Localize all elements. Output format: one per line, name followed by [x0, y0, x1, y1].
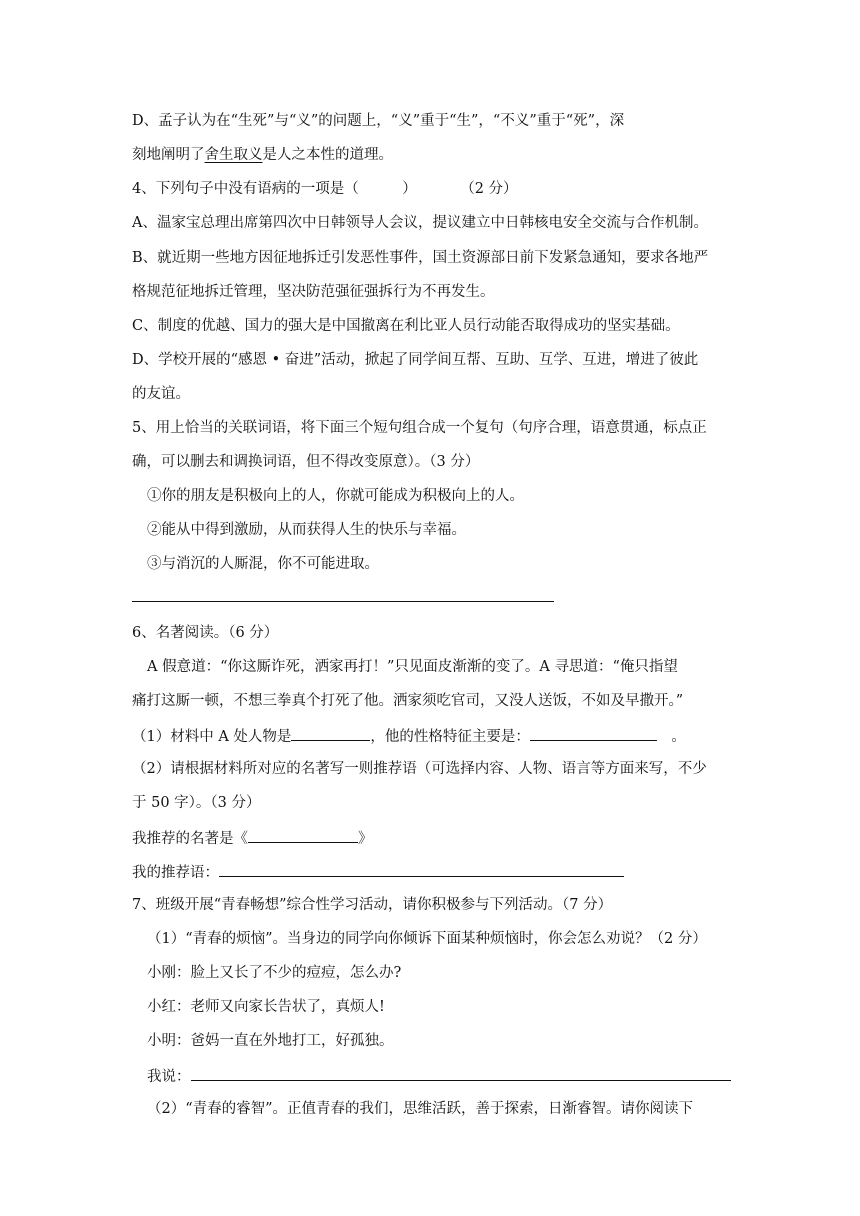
q6-recommend-book: [132, 827, 373, 849]
q6-part-1-text-c: 。: [656, 729, 686, 745]
q6-part-1-text-a: （1）材料中 A 处人物是: [132, 729, 292, 745]
q6-book-blank[interactable]: [248, 827, 358, 843]
q6-recommend-text-a: 我推荐的名著是《: [132, 831, 248, 847]
q6-recommend-text-b: 》: [358, 831, 373, 847]
q6-part-2-line2: 于 50 字）。（3 分）: [132, 795, 261, 811]
q7-part-1: （1）“青春的烦恼”。当身边的同学向你倾诉下面某种烦恼时，你会怎么劝说？（2 分）: [147, 931, 707, 947]
option-d-text-b: 是人之本性的道理。: [262, 147, 393, 163]
question-5-line2: 确，可以删去和调换词语，但不得改变原意）。（3 分）: [132, 454, 480, 470]
question-6: 6、名著阅读。（6 分）: [132, 625, 279, 641]
q5-sentence-1: ①你的朋友是积极向上的人，你就可能成为积极向上的人。: [147, 488, 524, 504]
q4-option-d-line2: 的友谊。: [132, 386, 190, 402]
q7-my-answer-label: 我说：: [147, 1069, 191, 1085]
q6-recommend-blank[interactable]: [219, 861, 624, 877]
q6-recommend-words-label: 我的推荐语：: [132, 865, 219, 881]
question-7: 7、班级开展“青春畅想”综合性学习活动，请你积极参与下列活动。（7 分）: [132, 897, 613, 913]
q6-passage-line1: A 假意道：“你这厮诈死，洒家再打！”只见面皮渐渐的变了。A 寻思道：“俺只指望: [147, 659, 678, 675]
q6-character-blank[interactable]: [291, 725, 370, 741]
q6-trait-blank[interactable]: [530, 725, 657, 741]
q4-option-b-line2: 格规范征地拆迁管理，坚决防范强征强拆行为不再发生。: [132, 284, 495, 300]
q7-my-answer: [147, 1065, 731, 1087]
question-5-line1: 5、用上恰当的关联词语，将下面三个短句组合成一个复句（句序合理，语意贯通，标点正: [132, 420, 707, 436]
q7-part-2: （2）“青春的睿智”。正值青春的我们，思维活跃，善于探索，日渐睿智。请你阅读下: [147, 1101, 694, 1117]
q5-sentence-3: ③与消沉的人厮混，你不可能进取。: [147, 556, 379, 572]
q5-sentence-2: ②能从中得到激励，从而获得人生的快乐与幸福。: [147, 522, 466, 538]
question-4: 4、下列句子中没有语病的一项是（ ） （2 分）: [132, 181, 518, 197]
option-d-line1: D、孟子认为在“生死”与“义”的问题上，“义”重于“生”，“不义”重于“死”，深: [132, 113, 625, 129]
option-d-line2: [132, 145, 393, 165]
q6-part-2-line1: （2）请根据材料所对应的名著写一则推荐语（可选择内容、人物、语言等方面来写，不少: [132, 761, 707, 777]
q7-xiaoming: 小明：爸妈一直在外地打工，好孤独。: [147, 1033, 394, 1049]
q5-answer-line[interactable]: [132, 601, 554, 602]
option-d-text-a: 刻地阐明了: [132, 147, 205, 163]
q4-option-d-line1: D、学校开展的“感恩 • 奋进”活动，掀起了同学间互帮、互助、互学、互进，增进了彼此: [132, 352, 699, 368]
q7-xiaohong: 小红：老师又向家长告状了，真烦人!: [147, 999, 385, 1015]
q4-option-a: A、温家宝总理出席第四次中日韩领导人会议，提议建立中日韩核电安全交流与合作机制。: [132, 215, 708, 231]
q4-option-b-line1: B、就近期一些地方因征地拆迁引发恶性事件，国土资源部日前下发紧急通知，要求各地严: [132, 250, 709, 266]
q6-passage-line2: 痛打这厮一顿，不想三拳真个打死了他。洒家须吃官司，又没人送饭，不如及早撒开。”: [132, 693, 684, 709]
q7-xiaogang: 小刚：脸上又长了不少的痘痘，怎么办?: [147, 965, 402, 981]
q6-part-1: [132, 725, 686, 747]
q6-part-1-text-b: ，他的性格特征主要是：: [370, 729, 530, 745]
q7-answer-blank[interactable]: [191, 1065, 731, 1081]
q4-option-c: C、制度的优越、国力的强大是中国撤离在利比亚人员行动能否取得成功的坚实基础。: [132, 318, 680, 334]
q6-recommend-words: [132, 861, 624, 883]
underlined-idiom: 舍生取义: [204, 147, 263, 163]
